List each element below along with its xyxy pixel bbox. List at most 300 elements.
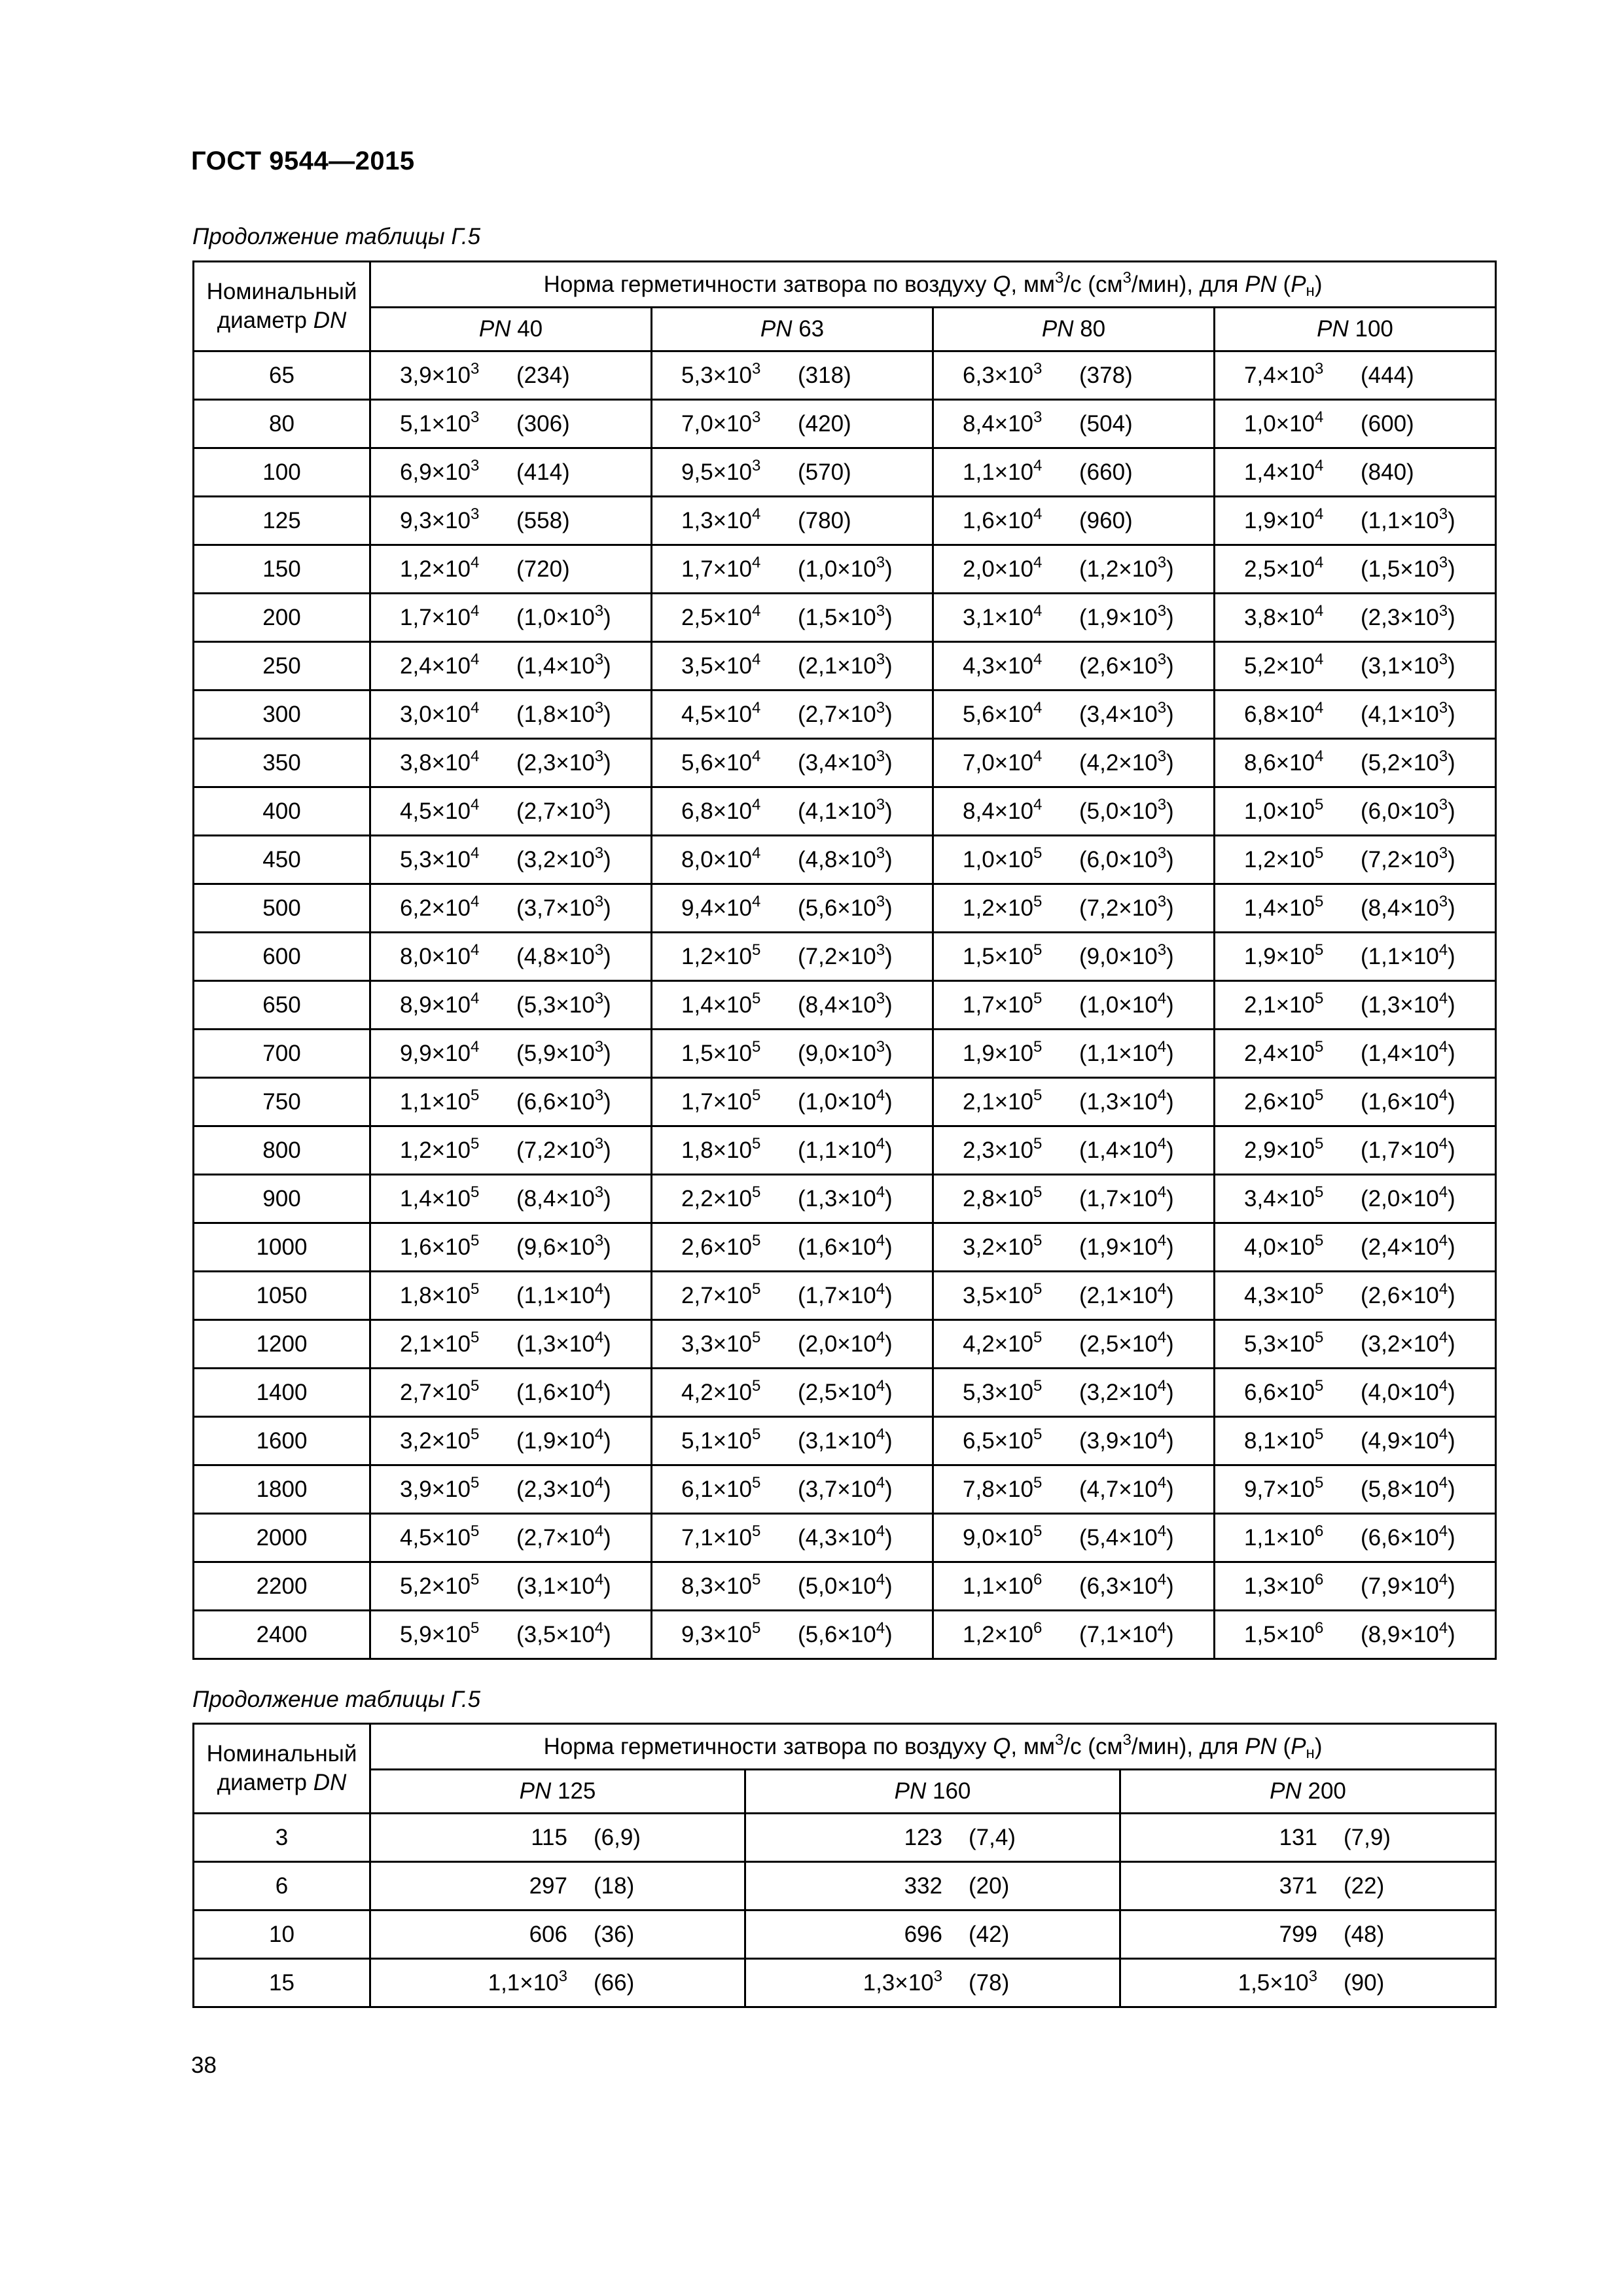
exponent: 3 bbox=[752, 456, 761, 475]
mantissa: 1,5×10 bbox=[1238, 1969, 1309, 1996]
mantissa: 606 bbox=[529, 1921, 567, 1947]
leakage-mm3-value bbox=[934, 456, 1079, 486]
paren-mantissa: (1,4×10 bbox=[516, 653, 595, 679]
mantissa: 7,4×10 bbox=[1244, 362, 1315, 388]
pn-column-header bbox=[1215, 308, 1496, 351]
table-2-caption: Продолжение таблицы Г.5 bbox=[192, 1687, 481, 1712]
pn-label: PN bbox=[1041, 316, 1074, 342]
leakage-cm3-value bbox=[516, 1280, 611, 1309]
leakage-value-cell bbox=[370, 1959, 745, 2007]
paren-exponent: 4 bbox=[1438, 1473, 1448, 1492]
mantissa: 8,0×10 bbox=[681, 846, 753, 872]
leakage-value-cell bbox=[370, 836, 652, 884]
paren-exponent: 4 bbox=[594, 1619, 604, 1637]
exponent: 6 bbox=[1033, 1570, 1043, 1588]
leakage-mm3-value bbox=[1215, 892, 1361, 922]
pn-label: PN bbox=[519, 1778, 552, 1804]
leakage-value-cell bbox=[1120, 1862, 1496, 1910]
leakage-mm3-value bbox=[371, 892, 516, 922]
paren-mantissa: (1,6×10 bbox=[1361, 1088, 1439, 1115]
exponent: 5 bbox=[1315, 1473, 1324, 1492]
exponent: 4 bbox=[1315, 747, 1324, 765]
paren-close: ) bbox=[1166, 749, 1174, 776]
leakage-mm3-value bbox=[1215, 505, 1361, 534]
paren-exponent: 4 bbox=[594, 1280, 604, 1298]
leakage-cm3-value bbox=[516, 363, 570, 389]
leakage-value-cell bbox=[933, 691, 1215, 739]
mantissa: 1,1×10 bbox=[1244, 1524, 1315, 1551]
dn-value: 1800 bbox=[194, 1465, 370, 1514]
leakage-mm3-value bbox=[934, 747, 1079, 776]
leakage-cm3-value bbox=[1361, 1037, 1455, 1067]
leakage-mm3-value bbox=[652, 456, 798, 486]
leakage-value-cell bbox=[933, 1562, 1215, 1611]
leakage-cm3-value bbox=[1361, 1134, 1455, 1164]
paren-exponent: 4 bbox=[1157, 1134, 1167, 1153]
exponent: 5 bbox=[1033, 941, 1043, 959]
leakage-mm3-value bbox=[1215, 989, 1361, 1018]
leakage-cm3-value bbox=[1079, 844, 1174, 873]
paren-close: ) bbox=[1166, 1137, 1174, 1163]
exponent: 4 bbox=[1033, 650, 1043, 668]
paren-close: ) bbox=[1448, 798, 1455, 824]
leakage-value-cell bbox=[370, 545, 652, 594]
paren-mantissa: (660) bbox=[1079, 459, 1133, 485]
paren-mantissa: (1,5×10 bbox=[1361, 556, 1439, 582]
paren-mantissa: (4,8×10 bbox=[516, 943, 595, 969]
paren-exponent: 4 bbox=[876, 1183, 885, 1201]
leakage-mm3-value bbox=[652, 1570, 798, 1600]
exponent: 5 bbox=[1033, 1134, 1043, 1153]
leakage-cm3-value bbox=[516, 698, 611, 728]
paren-close: ) bbox=[885, 1524, 893, 1551]
paren-close: ) bbox=[603, 1137, 611, 1163]
leakage-cm3-value bbox=[516, 459, 570, 486]
paren-close: ) bbox=[885, 1573, 893, 1599]
exponent: 4 bbox=[471, 650, 480, 668]
paren-mantissa: (5,6×10 bbox=[798, 895, 876, 921]
leakage-cm3-value bbox=[798, 989, 893, 1018]
exponent: 5 bbox=[1033, 989, 1043, 1007]
leakage-value-cell bbox=[933, 739, 1215, 787]
exponent: 5 bbox=[1315, 941, 1324, 959]
dn-value: 700 bbox=[194, 1030, 370, 1078]
leakage-mm3-value bbox=[371, 1473, 516, 1503]
table-row bbox=[194, 1910, 1496, 1959]
exponent: 4 bbox=[471, 892, 480, 910]
paren-mantissa: (8,4×10 bbox=[516, 1185, 595, 1211]
pn-value: 100 bbox=[1348, 316, 1393, 342]
leakage-mm3-value bbox=[746, 1825, 942, 1851]
mantissa: 6,2×10 bbox=[400, 895, 471, 921]
paren-exponent: 4 bbox=[594, 1570, 604, 1588]
leakage-value-cell bbox=[1215, 787, 1496, 836]
leakage-value-cell bbox=[370, 739, 652, 787]
leakage-mm3-value bbox=[652, 989, 798, 1018]
paren-mantissa: (378) bbox=[1079, 362, 1133, 388]
paren-mantissa: (960) bbox=[1079, 507, 1133, 533]
leakage-mm3-value bbox=[371, 650, 516, 679]
leakage-value-cell bbox=[1215, 981, 1496, 1030]
mantissa: 3,9×10 bbox=[400, 1476, 471, 1502]
exponent: 5 bbox=[471, 1134, 480, 1153]
mantissa: 1,8×10 bbox=[400, 1282, 471, 1308]
table-row bbox=[194, 1562, 1496, 1611]
mantissa: 2,2×10 bbox=[681, 1185, 753, 1211]
leakage-value-cell bbox=[652, 448, 933, 497]
leakage-cm3-value bbox=[1361, 795, 1455, 825]
mantissa: 9,9×10 bbox=[400, 1040, 471, 1066]
paren-close: ) bbox=[1448, 1379, 1455, 1405]
leakage-cm3-value bbox=[798, 411, 851, 437]
paren-exponent: 3 bbox=[1438, 795, 1448, 814]
mantissa: 2,9×10 bbox=[1244, 1137, 1315, 1163]
leakage-value-cell bbox=[1215, 545, 1496, 594]
leakage-table-2 bbox=[192, 1723, 1497, 2008]
exponent: 5 bbox=[752, 941, 761, 959]
leakage-mm3-value bbox=[934, 1619, 1079, 1648]
leakage-mm3-value bbox=[371, 408, 516, 437]
exponent: 4 bbox=[1033, 698, 1043, 717]
leakage-cm3-value bbox=[798, 1037, 893, 1067]
paren-close: ) bbox=[1448, 992, 1455, 1018]
exponent: 4 bbox=[1033, 601, 1043, 620]
paren-mantissa: (4,3×10 bbox=[798, 1524, 876, 1551]
paren-mantissa: (558) bbox=[516, 507, 570, 533]
leakage-cm3-value bbox=[1361, 1473, 1455, 1503]
table-row bbox=[194, 642, 1496, 691]
leakage-cm3-value bbox=[1361, 459, 1414, 486]
paren-close: ) bbox=[1166, 701, 1174, 727]
paren-mantissa: (3,1×10 bbox=[798, 1427, 876, 1454]
leakage-value-cell bbox=[652, 1175, 933, 1223]
mantissa: 3,5×10 bbox=[963, 1282, 1034, 1308]
leakage-cm3-value bbox=[1361, 363, 1414, 389]
paren-exponent: 3 bbox=[1157, 795, 1167, 814]
exponent: 5 bbox=[471, 1522, 480, 1540]
exponent: 3 bbox=[1033, 408, 1043, 426]
exponent: 4 bbox=[471, 795, 480, 814]
paren-exponent: 3 bbox=[876, 747, 885, 765]
leakage-cm3-value bbox=[567, 1825, 641, 1851]
dn-value: 2000 bbox=[194, 1514, 370, 1562]
leakage-cm3-value bbox=[1361, 698, 1455, 728]
mantissa: 1,1×10 bbox=[963, 459, 1034, 485]
dn-header-line1: Номинальный bbox=[206, 1741, 357, 1767]
paren-mantissa: (2,4×10 bbox=[1361, 1234, 1439, 1260]
exponent: 4 bbox=[471, 747, 480, 765]
leakage-value-cell bbox=[1215, 351, 1496, 400]
table-row bbox=[194, 836, 1496, 884]
paren-mantissa: (1,0×10 bbox=[1079, 992, 1158, 1018]
paren-exponent: 4 bbox=[876, 1425, 885, 1443]
leakage-mm3-value bbox=[652, 941, 798, 970]
mantissa: 3,8×10 bbox=[400, 749, 471, 776]
pn-label: PN bbox=[478, 316, 511, 342]
exponent: 5 bbox=[1033, 892, 1043, 910]
exponent: 5 bbox=[752, 1231, 761, 1249]
leakage-cm3-value bbox=[1079, 698, 1174, 728]
norm-header-open: ( bbox=[1276, 271, 1291, 297]
leakage-mm3-value bbox=[1121, 1922, 1317, 1948]
paren-exponent: 4 bbox=[1438, 1086, 1448, 1104]
mantissa: 1,2×10 bbox=[681, 943, 753, 969]
pn-column-header bbox=[745, 1770, 1120, 1814]
leakage-cm3-value bbox=[1079, 508, 1133, 534]
exponent: 4 bbox=[752, 698, 761, 717]
paren-close: ) bbox=[885, 1137, 893, 1163]
mantissa: 1,3×10 bbox=[1244, 1573, 1315, 1599]
exponent: 5 bbox=[1315, 1231, 1324, 1249]
mantissa: 5,6×10 bbox=[963, 701, 1034, 727]
leakage-mm3-value bbox=[652, 601, 798, 631]
leakage-cm3-value bbox=[1079, 1376, 1174, 1406]
leakage-mm3-value bbox=[371, 941, 516, 970]
leakage-mm3-value bbox=[934, 505, 1079, 534]
table-row bbox=[194, 545, 1496, 594]
paren-mantissa: (1,9×10 bbox=[1079, 1234, 1158, 1260]
leakage-cm3-value bbox=[1361, 553, 1455, 583]
mantissa: 1,1×10 bbox=[488, 1969, 559, 1996]
table-1-header-row bbox=[194, 262, 1496, 308]
table-1-pn-row bbox=[194, 308, 1496, 351]
leakage-cm3-value bbox=[1079, 1183, 1174, 1212]
exponent: 5 bbox=[471, 1280, 480, 1298]
paren-close: ) bbox=[885, 1088, 893, 1115]
paren-mantissa: (504) bbox=[1079, 410, 1133, 437]
paren-mantissa: (840) bbox=[1361, 459, 1414, 485]
dn-value: 750 bbox=[194, 1078, 370, 1126]
leakage-cm3-value bbox=[1361, 989, 1455, 1018]
paren-close: ) bbox=[885, 943, 893, 969]
paren-exponent: 3 bbox=[594, 795, 604, 814]
paren-mantissa: (4,8×10 bbox=[798, 846, 876, 872]
mantissa: 7,0×10 bbox=[963, 749, 1034, 776]
paren-mantissa: (18) bbox=[594, 1873, 635, 1899]
leakage-value-cell bbox=[370, 1030, 652, 1078]
mantissa: 1,2×10 bbox=[1244, 846, 1315, 872]
paren-close: ) bbox=[1166, 556, 1174, 582]
mantissa: 1,2×10 bbox=[400, 1137, 471, 1163]
exponent: 5 bbox=[1033, 1425, 1043, 1443]
leakage-value-cell bbox=[1215, 1175, 1496, 1223]
paren-mantissa: (2,5×10 bbox=[798, 1379, 876, 1405]
leakage-cm3-value bbox=[798, 459, 851, 486]
exponent: 5 bbox=[1033, 1231, 1043, 1249]
mantissa: 3,2×10 bbox=[963, 1234, 1034, 1260]
leakage-cm3-value bbox=[567, 1970, 634, 1996]
leakage-value-cell bbox=[652, 400, 933, 448]
exponent: 6 bbox=[1315, 1570, 1324, 1588]
leakage-mm3-value bbox=[746, 1922, 942, 1948]
paren-mantissa: (2,0×10 bbox=[1361, 1185, 1439, 1211]
leakage-cm3-value bbox=[1361, 1522, 1455, 1551]
paren-exponent: 3 bbox=[876, 553, 885, 571]
leakage-mm3-value bbox=[1215, 1328, 1361, 1357]
pn-column-header bbox=[933, 308, 1215, 351]
leakage-cm3-value bbox=[1317, 1970, 1384, 1996]
leakage-mm3-value bbox=[746, 1873, 942, 1899]
leakage-table-1 bbox=[192, 260, 1497, 1660]
paren-exponent: 3 bbox=[1157, 941, 1167, 959]
paren-exponent: 3 bbox=[1438, 553, 1448, 571]
leakage-cm3-value bbox=[516, 1086, 611, 1115]
paren-mantissa: (3,1×10 bbox=[516, 1573, 595, 1599]
paren-mantissa: (7,9) bbox=[1344, 1824, 1391, 1850]
paren-exponent: 3 bbox=[594, 989, 604, 1007]
paren-exponent: 3 bbox=[876, 941, 885, 959]
paren-mantissa: (22) bbox=[1344, 1873, 1385, 1899]
leakage-value-cell bbox=[652, 884, 933, 933]
dn-value: 10 bbox=[194, 1910, 370, 1959]
paren-mantissa: (318) bbox=[798, 362, 851, 388]
exponent: 4 bbox=[752, 747, 761, 765]
exponent: 4 bbox=[471, 941, 480, 959]
leakage-mm3-value bbox=[371, 1086, 516, 1115]
paren-mantissa: (5,4×10 bbox=[1079, 1524, 1158, 1551]
leakage-value-cell bbox=[652, 1417, 933, 1465]
mantissa: 2,4×10 bbox=[400, 653, 471, 679]
paren-close: ) bbox=[1166, 798, 1174, 824]
paren-close: ) bbox=[603, 992, 611, 1018]
leakage-value-cell bbox=[1215, 1611, 1496, 1659]
leakage-mm3-value bbox=[934, 650, 1079, 679]
exponent: 4 bbox=[1315, 553, 1324, 571]
leakage-mm3-value bbox=[652, 844, 798, 873]
leakage-mm3-value bbox=[371, 553, 516, 583]
leakage-value-cell bbox=[652, 642, 933, 691]
dn-value: 800 bbox=[194, 1126, 370, 1175]
leakage-mm3-value bbox=[652, 892, 798, 922]
table-row bbox=[194, 1814, 1496, 1862]
leakage-cm3-value bbox=[1361, 747, 1455, 776]
paren-close: ) bbox=[1448, 943, 1455, 969]
dn-value: 80 bbox=[194, 400, 370, 448]
exponent: 4 bbox=[471, 601, 480, 620]
leakage-mm3-value bbox=[1121, 1873, 1317, 1899]
dn-value: 600 bbox=[194, 933, 370, 981]
pn-column-header bbox=[1120, 1770, 1496, 1814]
leakage-value-cell bbox=[370, 1862, 745, 1910]
mantissa: 6,8×10 bbox=[1244, 701, 1315, 727]
leakage-cm3-value bbox=[1079, 1037, 1174, 1067]
table-row bbox=[194, 1030, 1496, 1078]
paren-close: ) bbox=[885, 846, 893, 872]
paren-close: ) bbox=[1166, 1088, 1174, 1115]
paren-close: ) bbox=[885, 992, 893, 1018]
leakage-mm3-value bbox=[1215, 1473, 1361, 1503]
leakage-mm3-value bbox=[371, 1873, 567, 1899]
leakage-mm3-value bbox=[371, 1328, 516, 1357]
dn-value: 1200 bbox=[194, 1320, 370, 1369]
paren-close: ) bbox=[603, 1621, 611, 1647]
paren-close: ) bbox=[1166, 653, 1174, 679]
exponent: 5 bbox=[1315, 844, 1324, 862]
paren-mantissa: (3,7×10 bbox=[516, 895, 595, 921]
paren-mantissa: (600) bbox=[1361, 410, 1414, 437]
mantissa: 5,2×10 bbox=[400, 1573, 471, 1599]
leakage-cm3-value bbox=[1361, 1619, 1455, 1648]
leakage-value-cell bbox=[370, 497, 652, 545]
leakage-mm3-value bbox=[652, 1086, 798, 1115]
leakage-value-cell bbox=[652, 1611, 933, 1659]
paren-mantissa: (1,1×10 bbox=[798, 1137, 876, 1163]
dn-value: 3 bbox=[194, 1814, 370, 1862]
leakage-mm3-value bbox=[371, 1231, 516, 1261]
mantissa: 8,1×10 bbox=[1244, 1427, 1315, 1454]
leakage-cm3-value bbox=[516, 1570, 611, 1600]
mantissa: 2,1×10 bbox=[963, 1088, 1034, 1115]
paren-mantissa: (9,0×10 bbox=[798, 1040, 876, 1066]
leakage-cm3-value bbox=[798, 1280, 893, 1309]
mantissa: 3,3×10 bbox=[681, 1331, 753, 1357]
leakage-cm3-value bbox=[516, 941, 611, 970]
exponent: 3 bbox=[752, 359, 761, 378]
paren-exponent: 4 bbox=[1438, 1183, 1448, 1201]
leakage-cm3-value bbox=[1079, 363, 1133, 389]
leakage-cm3-value bbox=[798, 1473, 893, 1503]
exponent: 5 bbox=[1315, 1425, 1324, 1443]
paren-exponent: 3 bbox=[1438, 601, 1448, 620]
paren-close: ) bbox=[603, 1282, 611, 1308]
exponent: 5 bbox=[1315, 989, 1324, 1007]
leakage-cm3-value bbox=[516, 1183, 611, 1212]
paren-close: ) bbox=[1166, 846, 1174, 872]
leakage-value-cell bbox=[370, 1320, 652, 1369]
leakage-cm3-value bbox=[1079, 650, 1174, 679]
leakage-mm3-value bbox=[652, 1619, 798, 1648]
mantissa: 123 bbox=[904, 1824, 942, 1850]
leakage-mm3-value bbox=[1215, 1231, 1361, 1261]
leakage-cm3-value bbox=[798, 1183, 893, 1212]
mantissa: 4,2×10 bbox=[681, 1379, 753, 1405]
paren-close: ) bbox=[1448, 1234, 1455, 1260]
paren-mantissa: (6,6×10 bbox=[516, 1088, 595, 1115]
leakage-value-cell bbox=[370, 691, 652, 739]
leakage-value-cell bbox=[652, 1514, 933, 1562]
leakage-cm3-value bbox=[1361, 411, 1414, 437]
mantissa: 8,4×10 bbox=[963, 410, 1034, 437]
mantissa: 1,0×10 bbox=[1244, 798, 1315, 824]
paren-mantissa: (2,6×10 bbox=[1079, 653, 1158, 679]
leakage-cm3-value bbox=[1361, 650, 1455, 679]
paren-close: ) bbox=[1166, 1379, 1174, 1405]
paren-exponent: 3 bbox=[1157, 650, 1167, 668]
paren-exponent: 4 bbox=[1157, 989, 1167, 1007]
dn-value: 150 bbox=[194, 545, 370, 594]
leakage-mm3-value bbox=[934, 941, 1079, 970]
table-2-body bbox=[194, 1724, 1496, 2007]
leakage-value-cell bbox=[370, 1611, 652, 1659]
paren-close: ) bbox=[885, 1379, 893, 1405]
table-row bbox=[194, 691, 1496, 739]
paren-exponent: 4 bbox=[594, 1522, 604, 1540]
leakage-value-cell bbox=[1215, 1514, 1496, 1562]
exponent: 5 bbox=[1315, 1376, 1324, 1395]
leakage-cm3-value bbox=[1361, 892, 1455, 922]
exponent: 4 bbox=[471, 698, 480, 717]
norm-header-units-1: , мм bbox=[1010, 271, 1055, 297]
paren-mantissa: (1,0×10 bbox=[798, 556, 876, 582]
paren-close: ) bbox=[885, 1282, 893, 1308]
pn-value: 200 bbox=[1301, 1778, 1346, 1804]
leakage-mm3-value bbox=[371, 844, 516, 873]
leakage-cm3-value bbox=[1079, 1570, 1174, 1600]
norm-header-sup-1: 3 bbox=[1054, 268, 1064, 287]
leakage-mm3-value bbox=[1215, 359, 1361, 389]
exponent: 6 bbox=[1315, 1522, 1324, 1540]
leakage-mm3-value bbox=[934, 1231, 1079, 1261]
